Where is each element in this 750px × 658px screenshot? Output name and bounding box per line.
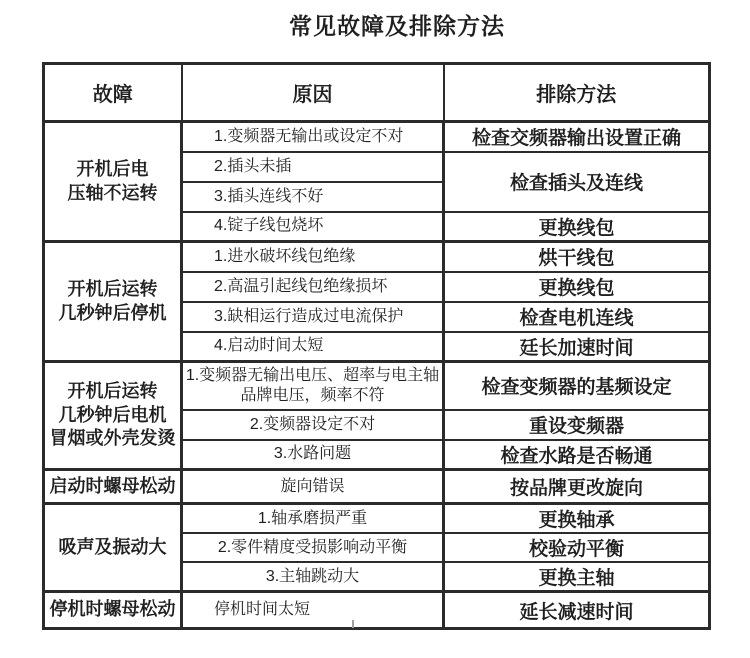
- cause-cell: 2.插头未插: [182, 152, 444, 182]
- table-row: [44, 470, 710, 504]
- cause-cell: 2.变频器设定不对: [182, 410, 444, 440]
- remedy-cell: 更换轴承: [444, 504, 710, 534]
- page-title: 常见故障及排除方法: [289, 13, 505, 39]
- table-row: [44, 504, 710, 534]
- cause-cell: 3.主轴跳动大: [182, 562, 444, 592]
- fault-cell: 启动时螺母松动: [44, 470, 182, 504]
- remedy-cell: 更换主轴: [444, 562, 710, 592]
- fault-cell: 开机后电 压轴不运转: [44, 122, 182, 242]
- remedy-cell: 检查水路是否畅通: [444, 440, 710, 470]
- fault-cell: 吸声及振动大: [44, 504, 182, 592]
- cause-cell: 3.水路问题: [182, 440, 444, 470]
- remedy-cell: 廷长加速时间: [444, 332, 710, 362]
- header-cell-cause: 原因: [182, 64, 444, 122]
- cause-cell: 3.插头连线不好: [182, 182, 444, 212]
- table-row: [44, 362, 710, 410]
- fault-cell: 停机时螺母松动: [44, 592, 182, 629]
- cause-cell: 1.变频器无输出或设定不对: [182, 122, 444, 152]
- remedy-cell: 检查插头及连线: [444, 152, 710, 212]
- cause-cell: 旋向错误: [182, 470, 444, 504]
- cause-cell: 1.进水破坏线包绝缘: [182, 242, 444, 272]
- artifact-line: [352, 620, 354, 628]
- cause-cell: 停机时间太短: [182, 592, 444, 629]
- remedy-cell: 检查电机连线: [444, 302, 710, 332]
- cause-cell: 3.缺相运行造成过电流保护: [182, 302, 444, 332]
- fault-cell: 开机后运转 几秒钟后电机 冒烟或外壳发烫: [44, 362, 182, 470]
- table-body: [44, 122, 710, 629]
- header-cell-remedy: 排除方法: [444, 64, 710, 122]
- remedy-cell: 重设变频器: [444, 410, 710, 440]
- cause-cell: 2.高温引起线包绝缘损坏: [182, 272, 444, 302]
- remedy-cell: 检查交频器输出设置正确: [444, 122, 710, 152]
- fault-table: [42, 62, 711, 630]
- header-row: [44, 64, 710, 122]
- cause-cell: 4.锭子线包烧坏: [182, 212, 444, 242]
- remedy-cell: 延长减速时间: [444, 592, 710, 629]
- remedy-cell: 更换线包: [444, 212, 710, 242]
- remedy-cell: 校验动平衡: [444, 533, 710, 562]
- table-row: [44, 592, 710, 629]
- table-row: [44, 122, 710, 152]
- cause-cell: 2.零件精度受损影响动平衡: [182, 533, 444, 562]
- remedy-cell: 检查变频器的基频设定: [444, 362, 710, 410]
- fault-cell: 开机后运转 几秒钟后停机: [44, 242, 182, 362]
- remedy-cell: 更换线包: [444, 272, 710, 302]
- remedy-cell: 烘干线包: [444, 242, 710, 272]
- header-cell-fault: 故障: [44, 64, 182, 122]
- table-row: [44, 242, 710, 272]
- cause-cell: 4.启动时间太短: [182, 332, 444, 362]
- cause-cell: 1.变频器无输出电压、超率与电主轴 品牌电压，频率不符: [182, 362, 444, 410]
- remedy-cell: 按品牌更改旋向: [444, 470, 710, 504]
- cause-cell: 1.轴承磨损严重: [182, 504, 444, 534]
